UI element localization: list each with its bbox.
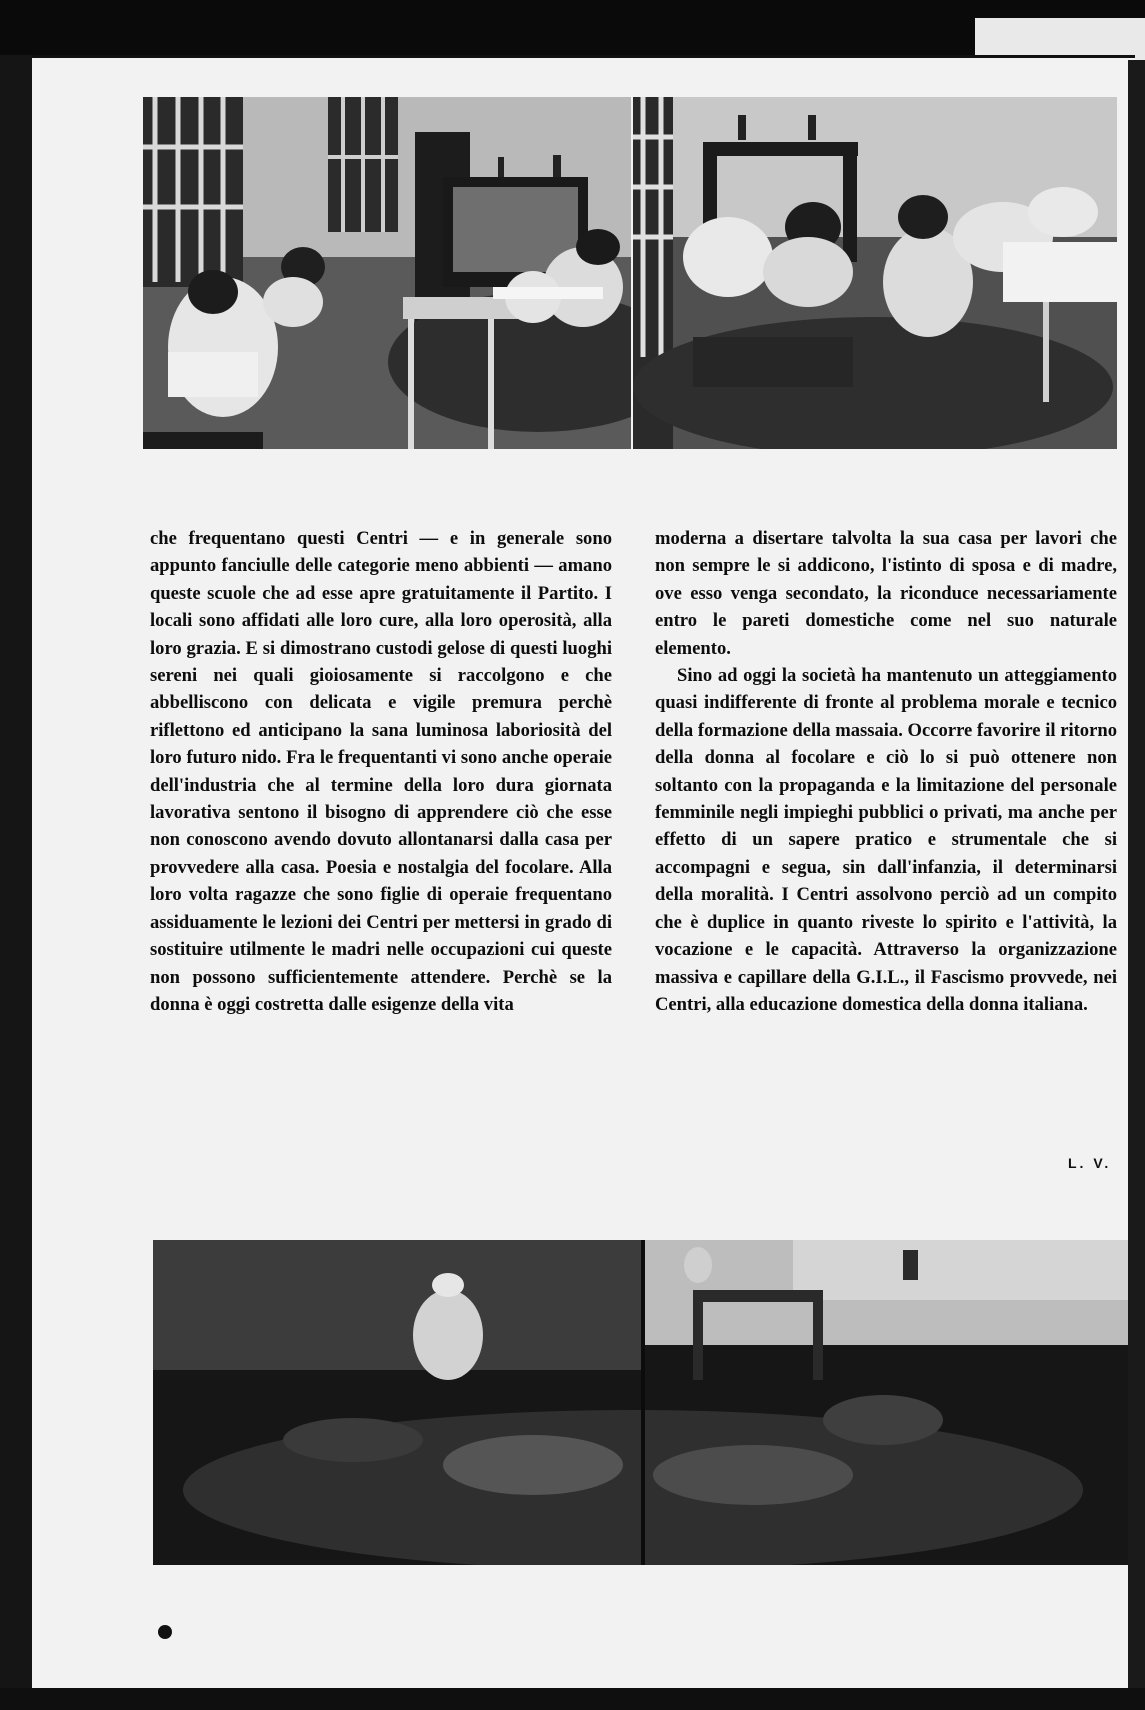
- author-signature: L. V.: [1068, 1155, 1112, 1171]
- scan-border-top: [0, 0, 1145, 58]
- scan-border-right: [1128, 60, 1145, 1710]
- page-number-mark: [158, 1625, 172, 1639]
- article-paragraph: moderna a disertare talvolta la sua casa per lavori che non sempre le si addicono, l'istinto di sposa e di madre, ove esso venga secondato, la riconduce necessariamente entro le pareti domestiche come nel suo naturale elemento.: [655, 528, 1117, 659]
- article-column-right: [655, 525, 1117, 1018]
- sewing-class-photo-left: [143, 97, 631, 449]
- article-column-left: [150, 525, 612, 1018]
- scan-border-top-light: [975, 18, 1145, 60]
- scan-border-bottom: [0, 1688, 1145, 1710]
- article-paragraph: Sino ad oggi la società ha mantenuto un atteggiamento quasi indifferente di fronte al problema morale e tecnico della formazione della massaia. Occorre favorire il ritorno della donna al focolare e ciò lo si può ottenere non soltanto con la propaganda e la limitazione del personale femminile negli impieghi pubblici o privati, ma anche per effetto di un sapere pratico e strumentale che si accompagni e segua, sin dall'infanzia, il determinarsi della moralità. I Centri assolvono perciò ad un compito che è duplice in quanto riveste lo spirito e l'attività, la vocazione e le capacità. Attraverso la organizzazione massiva e capillare della G.I.L., il Fascismo provvede, nei Centri, alla educazione domestica della donna italiana.: [655, 665, 1117, 1015]
- sewing-class-photo-right: [633, 97, 1117, 449]
- article-paragraph: che frequentano questi Centri — e in generale sono appunto fanciulle delle categorie meno abbienti — amano queste scuole che ad esse apre gratuitamente il Partito. I locali sono affidati alle loro cure, alla loro operosità, alla loro grazia. E si dimostrano custodi gelose di questi luoghi sereni nei quali gioiosamente si raccolgono e che abbelliscono con delicata e vigile premura perchè riflettono ed anticipano la sana luminosa laboriosità del loro futuro nido. Fra le frequentanti vi sono anche operaie dell'industria che al termine della loro dura giornata lavorativa sentono il bisogno di apprendere ciò che esse non conoscono avendo dovuto allontanarsi dalla casa per provvedere alla casa. Poesia e nostalgia del focolare. Alla loro volta ragazze che sono figlie di operaie frequentano assiduamente le lezioni dei Centri per mettersi in grado di sostituire utilmente le madri nelle occupazioni cui queste non possono sufficientemente attendere. Perchè se la donna è oggi costretta dalle esigenze della vita: [150, 528, 612, 1015]
- scan-border-left: [0, 55, 32, 1710]
- workroom-photo-bottom: [153, 1240, 1128, 1565]
